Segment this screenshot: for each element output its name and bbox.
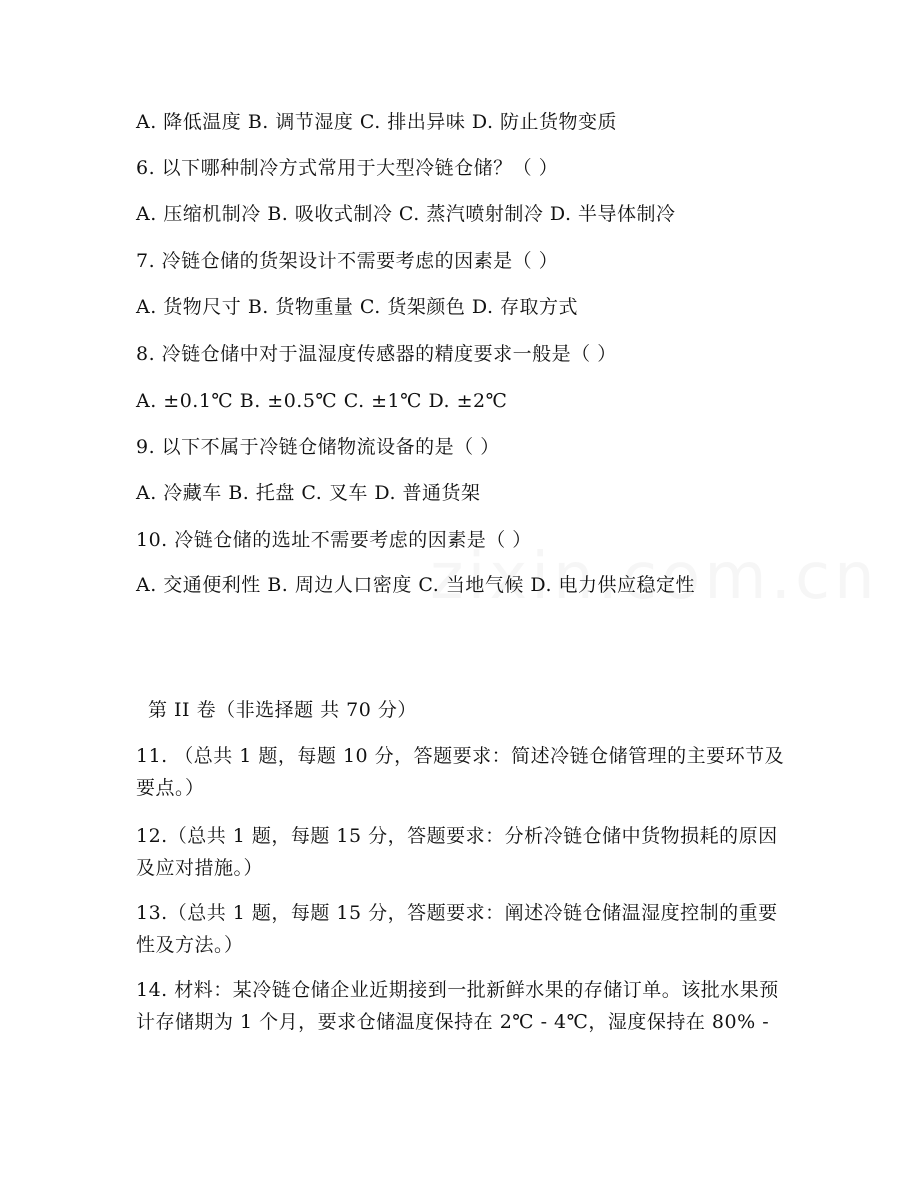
q8-options: A. ±0.1℃ B. ±0.5℃ C. ±1℃ D. ±2℃ [136, 390, 508, 412]
q9-options: A. 冷藏车 B. 托盘 C. 叉车 D. 普通货架 [136, 482, 481, 504]
q7-options: A. 货物尺寸 B. 货物重量 C. 货架颜色 D. 存取方式 [136, 296, 579, 318]
question-9: 9. 以下不属于冷链仓储物流设备的是（ ） [136, 436, 500, 458]
question-13: 13.（总共 1 题，每题 15 分，答题要求：阐述冷链仓储温湿度控制的重要性及方法。） [136, 902, 778, 956]
question-8: 8. 冷链仓储中对于温湿度传感器的精度要求一般是（ ） [136, 343, 617, 365]
q6-options: A. 压缩机制冷 B. 吸收式制冷 C. 蒸汽喷射制冷 D. 半导体制冷 [136, 203, 676, 225]
question-6: 6. 以下哪种制冷方式常用于大型冷链仓储？（ ） [136, 157, 559, 179]
question-12: 12.（总共 1 题，每题 15 分，答题要求：分析冷链仓储中货物损耗的原因及应对措施。） [136, 825, 778, 879]
q10-options: A. 交通便利性 B. 周边人口密度 C. 当地气候 D. 电力供应稳定性 [136, 574, 696, 596]
section-2-title: 第 II 卷（非选择题 共 70 分） [148, 699, 417, 721]
question-10: 10. 冷链仓储的选址不需要考虑的因素是（ ） [136, 529, 532, 551]
question-11: 11. （总共 1 题，每题 10 分，答题要求：简述冷链仓储管理的主要环节及要点。） [136, 745, 785, 799]
question-14: 14. 材料：某冷链仓储企业近期接到一批新鲜水果的存储订单。该批水果预计存储期为 1 个月，要求仓储温度保持在 2℃ - 4℃，湿度保持在 80% - [136, 979, 779, 1033]
question-7: 7. 冷链仓储的货架设计不需要考虑的因素是（ ） [136, 250, 559, 272]
q5-options: A. 降低温度 B. 调节湿度 C. 排出异味 D. 防止货物变质 [136, 111, 618, 133]
